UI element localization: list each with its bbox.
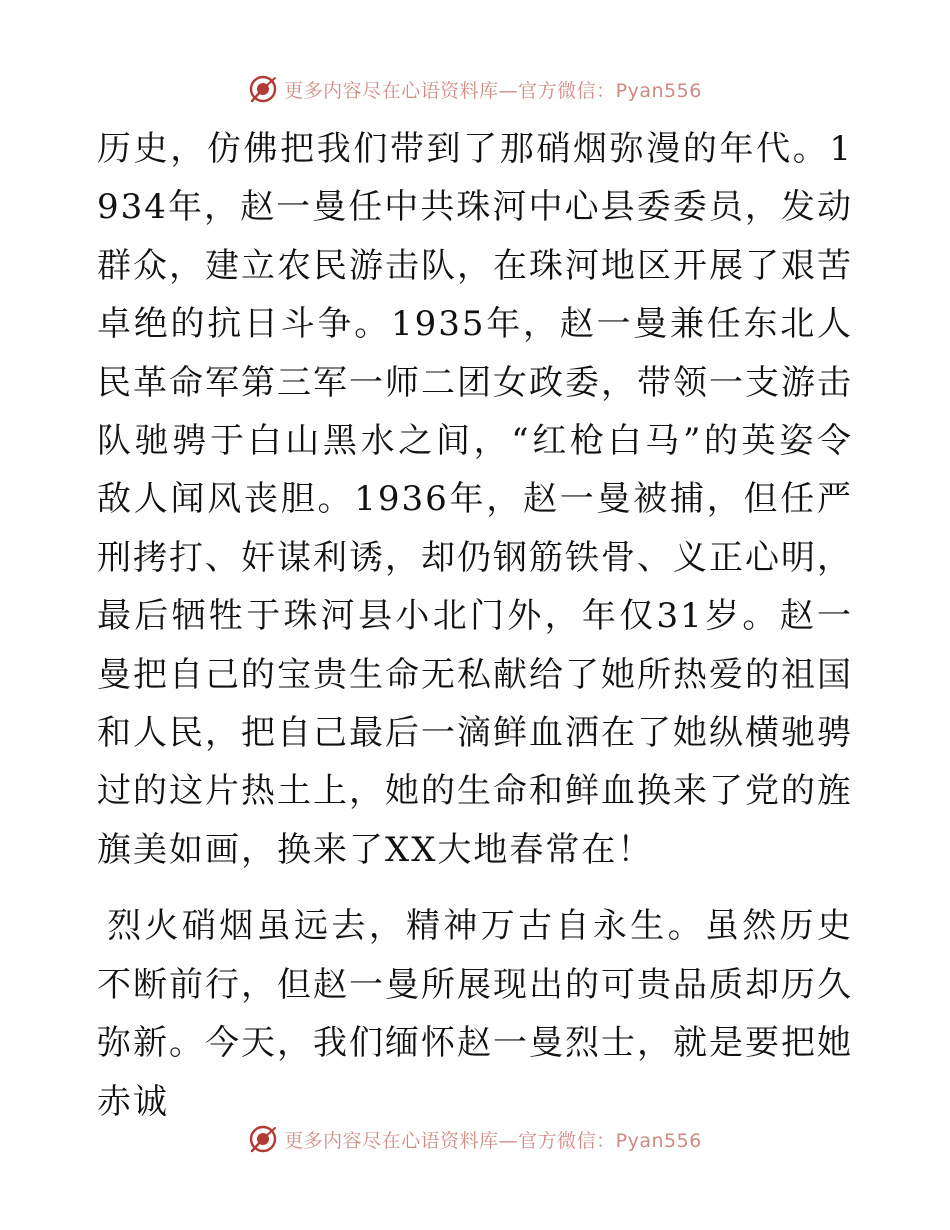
quill-seal-icon [248,1124,278,1154]
document-body [97,120,853,1131]
footer-watermark-text: 更多内容尽在心语资料库—官方微信：Pyan556 [284,1129,702,1152]
footer-watermark [0,1122,950,1156]
quill-seal-icon [248,74,278,104]
paragraph-1: 历史，仿佛把我们带到了那硝烟弥漫的年代。1934年，赵一曼任中共珠河中心县委委员，发动群众，建立农民游击队，在珠河地区开展了艰苦卓绝的抗日斗争。1935年，赵一曼兼任东北人民革命军第三军一师二团女政委，带领一支游击队驰骋于白山黑水之间，“红枪白马”的英姿令敌人闻风丧胆。1936年，赵一曼被捕，但任严刑拷打、奸谋利诱，却仍钢筋铁骨、义正心明，最后牺牲于珠河县小北门外，年仅31岁。赵一曼把自己的宝贵生命无私献给了她所热爱的祖国和人民，把自己最后一滴鲜血洒在了她纵横驰骋过的这片热土上，她的生命和鲜血换来了党的旌旗美如画，换来了XX大地春常在！ [97,129,853,870]
header-watermark [0,72,950,106]
header-watermark-text: 更多内容尽在心语资料库—官方微信：Pyan556 [284,79,702,102]
paragraph-2: 烈火硝烟虽远去，精神万古自永生。虽然历史不断前行，但赵一曼所展现出的可贵品质却历久弥新。今天，我们缅怀赵一曼烈士，就是要把她赤诚 [97,906,853,1122]
